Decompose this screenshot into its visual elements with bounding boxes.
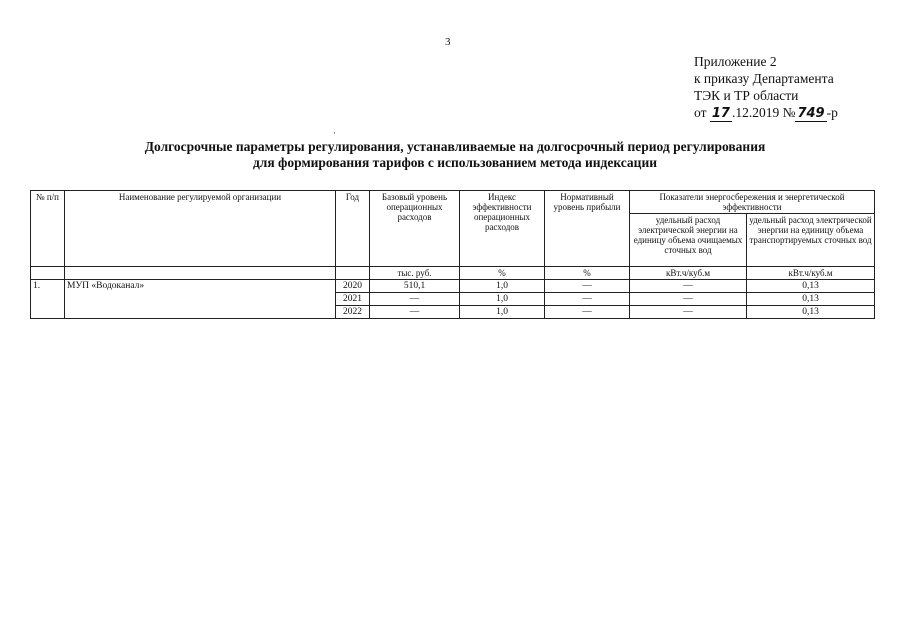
title-line-2: для формирования тарифов с использованием метода индексации [252,155,658,170]
row-index: 1,0 [460,280,545,293]
header-org: Наименование регулируемой организации [65,191,336,267]
row-energy-transport: 0,13 [747,306,875,319]
page-number: 3 [445,36,451,48]
row-base: — [370,306,460,319]
row-year: 2022 [336,306,370,319]
appendix-line-2: к приказу Департамента [694,71,834,86]
row-year: 2021 [336,293,370,306]
row-profit: — [545,280,630,293]
units-empty-org [65,267,336,280]
unit-index: % [460,267,545,280]
row-base: — [370,293,460,306]
row-index: 1,0 [460,293,545,306]
row-energy-clean: — [630,306,747,319]
order-number-handwritten: 749 [797,106,825,121]
stray-dot: · [333,128,336,138]
document-title [60,139,850,171]
order-suffix: -р [826,105,838,120]
appendix-date-line [694,104,838,122]
date-prefix: от [694,105,707,120]
units-row [31,267,875,280]
row-energy-clean: — [630,293,747,306]
parameters-table [30,190,875,319]
units-empty-num [31,267,65,280]
row-year: 2020 [336,280,370,293]
title-line-1: Долгосрочные параметры регулирования, устанавливаемые на долгосрочный период регулирования [144,139,766,154]
appendix-line-1: Приложение 2 [694,54,777,69]
date-rest: .12.2019 № [731,105,796,120]
date-day-handwritten: 17 [711,106,730,121]
row-profit: — [545,293,630,306]
unit-base: тыс. руб. [370,267,460,280]
row-energy-transport: 0,13 [747,293,875,306]
units-empty-year [336,267,370,280]
header-index: Индекс эффективности операционных расходов [460,191,545,267]
header-base: Базовый уровень операционных расходов [370,191,460,267]
header-energy-clean: удельный расход электрической энергии на единицу объема очищаемых сточных вод [630,214,747,267]
row-index: 1,0 [460,306,545,319]
row-base: 510,1 [370,280,460,293]
unit-energy-clean: кВт.ч/куб.м [630,267,747,280]
header-num: № п/п [31,191,65,267]
appendix-block [694,53,838,122]
header-row [31,191,875,214]
row-energy-clean: — [630,280,747,293]
row-profit: — [545,306,630,319]
row-energy-transport: 0,13 [747,280,875,293]
header-profit: Нормативный уровень прибыли [545,191,630,267]
header-energy-group: Показатели энергосбережения и энергетической эффективности [630,191,875,214]
appendix-line-3: ТЭК и ТР области [694,88,799,103]
table-row [31,280,875,293]
org-name: МУП «Водоканал» [65,280,336,319]
unit-profit: % [545,267,630,280]
header-energy-transport: удельный расход электрической энергии на единицу объема транспортируемых сточных вод [747,214,875,267]
org-number: 1. [31,280,65,319]
unit-energy-transport: кВт.ч/куб.м [747,267,875,280]
header-year: Год [336,191,370,267]
